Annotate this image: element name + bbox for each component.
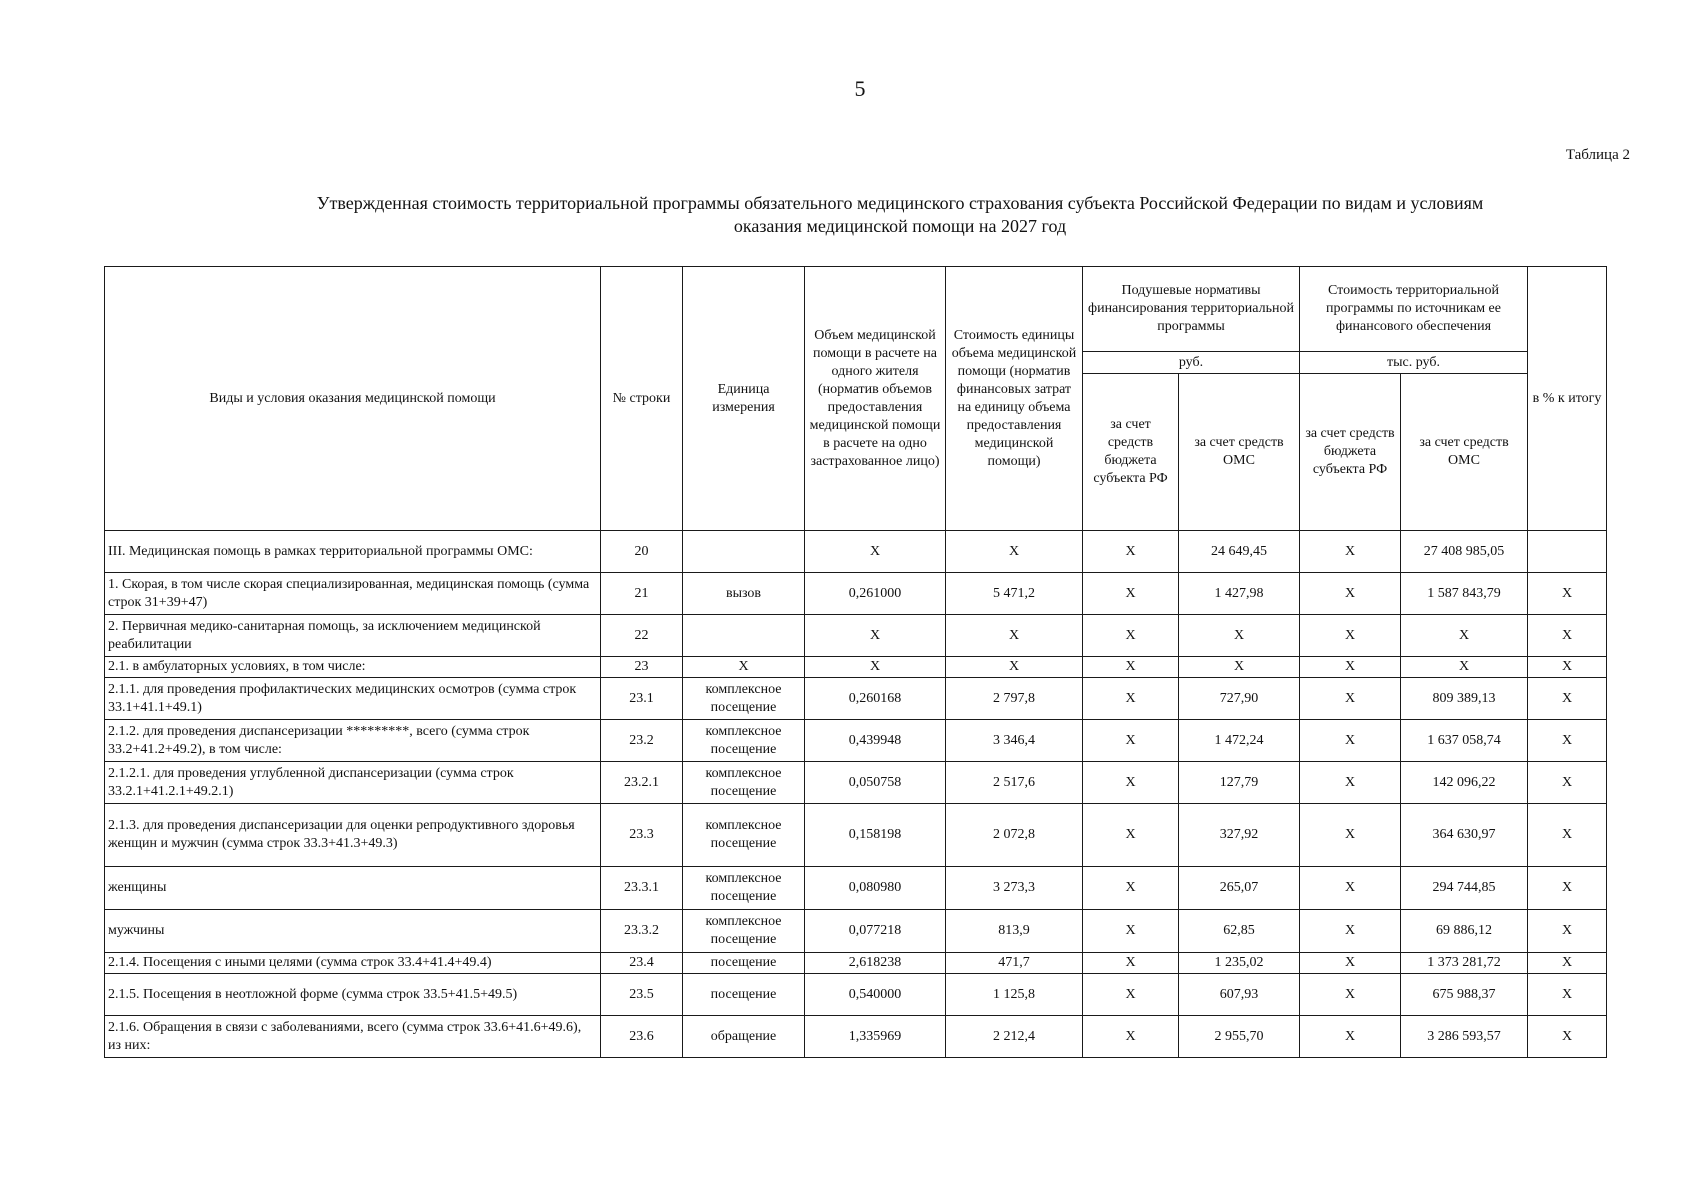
header-percent: в % к итогу <box>1528 267 1607 531</box>
header-cost: Стоимость единицы объема медицинской помощи (норматив финансовых затрат на единицу объема предоставления медицинской помощи) <box>946 267 1083 531</box>
row-cost: 2 072,8 <box>946 804 1083 867</box>
row-name: 2.1.3. для проведения диспансеризации для оценки репродуктивного здоровья женщин и мужчин (сумма строк 33.3+41.3+49.3) <box>105 804 601 867</box>
row-cost: 471,7 <box>946 953 1083 974</box>
row-per-capita-budget: X <box>1083 1016 1179 1058</box>
row-cost-budget: X <box>1300 678 1401 720</box>
row-percent: X <box>1528 1016 1607 1058</box>
table-row <box>105 573 1607 615</box>
table-body <box>105 531 1607 1058</box>
header-types: Виды и условия оказания медицинской помощи <box>105 267 601 531</box>
document-title <box>180 192 1620 238</box>
row-unit: комплексное посещение <box>683 720 805 762</box>
row-per-capita-budget: X <box>1083 804 1179 867</box>
row-unit: комплексное посещение <box>683 762 805 804</box>
title-line-2: оказания медицинской помощи на 2027 год <box>733 216 1067 236</box>
row-cost: 3 273,3 <box>946 867 1083 910</box>
table-row <box>105 1016 1607 1058</box>
row-per-capita-budget: X <box>1083 678 1179 720</box>
row-cost-budget: X <box>1300 1016 1401 1058</box>
table-row <box>105 657 1607 678</box>
header-oms-2: за счет средств ОМС <box>1401 374 1528 531</box>
row-per-capita-budget: X <box>1083 910 1179 953</box>
row-name: 2.1.1. для проведения профилактических медицинских осмотров (сумма строк 33.1+41.1+49.1) <box>105 678 601 720</box>
row-per-capita-oms: 62,85 <box>1179 910 1300 953</box>
row-percent: X <box>1528 615 1607 657</box>
row-cost-budget: X <box>1300 762 1401 804</box>
header-budget: за счет средств бюджета субъекта РФ <box>1083 374 1179 531</box>
row-cost-budget: X <box>1300 867 1401 910</box>
table-row <box>105 762 1607 804</box>
row-cost-oms: X <box>1401 615 1528 657</box>
row-cost: 2 797,8 <box>946 678 1083 720</box>
header-oms: за счет средств ОМС <box>1179 374 1300 531</box>
row-unit: посещение <box>683 974 805 1016</box>
row-cost: X <box>946 657 1083 678</box>
row-number: 23.3 <box>601 804 683 867</box>
row-number: 23.3.1 <box>601 867 683 910</box>
row-per-capita-oms: 607,93 <box>1179 974 1300 1016</box>
row-percent: X <box>1528 720 1607 762</box>
row-volume: X <box>805 615 946 657</box>
row-cost-oms: 3 286 593,57 <box>1401 1016 1528 1058</box>
row-per-capita-budget: X <box>1083 573 1179 615</box>
row-number: 21 <box>601 573 683 615</box>
row-name: 2.1. в амбулаторных условиях, в том числе: <box>105 657 601 678</box>
table-label: Таблица 2 <box>1565 147 1630 163</box>
row-per-capita-budget: X <box>1083 867 1179 910</box>
row-cost: 3 346,4 <box>946 720 1083 762</box>
row-unit: комплексное посещение <box>683 910 805 953</box>
row-per-capita-oms: 1 427,98 <box>1179 573 1300 615</box>
row-number: 20 <box>601 531 683 573</box>
row-volume: 0,261000 <box>805 573 946 615</box>
row-number: 23.2 <box>601 720 683 762</box>
row-number: 23.2.1 <box>601 762 683 804</box>
row-cost-budget: X <box>1300 531 1401 573</box>
row-per-capita-oms: 265,07 <box>1179 867 1300 910</box>
row-volume: 0,077218 <box>805 910 946 953</box>
row-cost-oms: 1 587 843,79 <box>1401 573 1528 615</box>
header-program-cost: Стоимость территориальной программы по источникам ее финансового обеспечения <box>1300 267 1528 352</box>
table-row <box>105 867 1607 910</box>
row-name: 1. Скорая, в том числе скорая специализированная, медицинская помощь (сумма строк 31+39+47) <box>105 573 601 615</box>
title-line-1: Утвержденная стоимость территориальной программы обязательного медицинского страхования субъекта Российской Федерации по видам и условиям <box>316 193 1484 213</box>
row-per-capita-budget: X <box>1083 953 1179 974</box>
row-unit: вызов <box>683 573 805 615</box>
row-number: 23.5 <box>601 974 683 1016</box>
table-row <box>105 720 1607 762</box>
row-volume: X <box>805 531 946 573</box>
row-volume: 0,050758 <box>805 762 946 804</box>
row-volume: 2,618238 <box>805 953 946 974</box>
row-name: 2.1.2. для проведения диспансеризации *********, всего (сумма строк 33.2+41.2+49.2), в том числе: <box>105 720 601 762</box>
row-name: 2.1.2.1. для проведения углубленной диспансеризации (сумма строк 33.2.1+41.2.1+49.2.1) <box>105 762 601 804</box>
row-cost-oms: 675 988,37 <box>1401 974 1528 1016</box>
row-per-capita-oms: 24 649,45 <box>1179 531 1300 573</box>
row-unit <box>683 615 805 657</box>
header-row-no: № строки <box>601 267 683 531</box>
row-cost: X <box>946 531 1083 573</box>
row-percent: X <box>1528 678 1607 720</box>
row-cost-budget: X <box>1300 657 1401 678</box>
row-per-capita-budget: X <box>1083 720 1179 762</box>
row-volume: 0,080980 <box>805 867 946 910</box>
row-percent: X <box>1528 974 1607 1016</box>
row-percent: X <box>1528 804 1607 867</box>
row-cost-oms: 1 637 058,74 <box>1401 720 1528 762</box>
table-row <box>105 678 1607 720</box>
row-per-capita-oms: 327,92 <box>1179 804 1300 867</box>
header-volume: Объем медицинской помощи в расчете на одного жителя (норматив объемов предоставления медицинской помощи в расчете на одно застрахованное лицо) <box>805 267 946 531</box>
row-cost: 1 125,8 <box>946 974 1083 1016</box>
row-name: 2. Первичная медико-санитарная помощь, за исключением медицинской реабилитации <box>105 615 601 657</box>
row-per-capita-oms: X <box>1179 615 1300 657</box>
header-per-capita: Подушевые нормативы финансирования территориальной программы <box>1083 267 1300 352</box>
row-per-capita-budget: X <box>1083 531 1179 573</box>
row-per-capita-oms: X <box>1179 657 1300 678</box>
row-cost: X <box>946 615 1083 657</box>
header-budget-2: за счет средств бюджета субъекта РФ <box>1300 374 1401 531</box>
row-cost: 2 517,6 <box>946 762 1083 804</box>
row-per-capita-budget: X <box>1083 974 1179 1016</box>
header-rub: руб. <box>1083 352 1300 374</box>
row-per-capita-oms: 727,90 <box>1179 678 1300 720</box>
page-number: 5 <box>854 76 866 101</box>
row-unit: X <box>683 657 805 678</box>
row-percent: X <box>1528 953 1607 974</box>
row-cost-oms: 27 408 985,05 <box>1401 531 1528 573</box>
row-percent: X <box>1528 657 1607 678</box>
row-unit <box>683 531 805 573</box>
row-cost-oms: X <box>1401 657 1528 678</box>
row-cost: 2 212,4 <box>946 1016 1083 1058</box>
row-cost-budget: X <box>1300 573 1401 615</box>
row-percent: X <box>1528 573 1607 615</box>
row-percent: X <box>1528 910 1607 953</box>
row-cost-oms: 364 630,97 <box>1401 804 1528 867</box>
table-row <box>105 910 1607 953</box>
row-number: 22 <box>601 615 683 657</box>
row-per-capita-oms: 1 235,02 <box>1179 953 1300 974</box>
row-cost-oms: 1 373 281,72 <box>1401 953 1528 974</box>
cost-table <box>104 266 1607 1058</box>
table-header <box>105 267 1607 531</box>
row-per-capita-oms: 2 955,70 <box>1179 1016 1300 1058</box>
row-name: мужчины <box>105 910 601 953</box>
row-name: 2.1.6. Обращения в связи с заболеваниями, всего (сумма строк 33.6+41.6+49.6), из них: <box>105 1016 601 1058</box>
table-row <box>105 615 1607 657</box>
row-cost: 5 471,2 <box>946 573 1083 615</box>
row-unit: комплексное посещение <box>683 804 805 867</box>
row-per-capita-budget: X <box>1083 762 1179 804</box>
row-name: III. Медицинская помощь в рамках территориальной программы ОМС: <box>105 531 601 573</box>
table-row <box>105 804 1607 867</box>
row-volume: 1,335969 <box>805 1016 946 1058</box>
row-per-capita-oms: 127,79 <box>1179 762 1300 804</box>
row-volume: 0,158198 <box>805 804 946 867</box>
row-cost-budget: X <box>1300 804 1401 867</box>
row-volume: 0,439948 <box>805 720 946 762</box>
row-cost-budget: X <box>1300 910 1401 953</box>
row-number: 23 <box>601 657 683 678</box>
row-cost-oms: 142 096,22 <box>1401 762 1528 804</box>
row-number: 23.6 <box>601 1016 683 1058</box>
row-unit: посещение <box>683 953 805 974</box>
row-name: 2.1.5. Посещения в неотложной форме (сумма строк 33.5+41.5+49.5) <box>105 974 601 1016</box>
row-number: 23.4 <box>601 953 683 974</box>
row-percent: X <box>1528 867 1607 910</box>
table-row <box>105 531 1607 573</box>
row-volume: 0,540000 <box>805 974 946 1016</box>
table-row <box>105 974 1607 1016</box>
row-percent: X <box>1528 762 1607 804</box>
row-cost-budget: X <box>1300 615 1401 657</box>
row-number: 23.3.2 <box>601 910 683 953</box>
row-volume: 0,260168 <box>805 678 946 720</box>
row-cost-budget: X <box>1300 953 1401 974</box>
row-percent <box>1528 531 1607 573</box>
row-per-capita-oms: 1 472,24 <box>1179 720 1300 762</box>
row-name: женщины <box>105 867 601 910</box>
row-per-capita-budget: X <box>1083 615 1179 657</box>
row-per-capita-budget: X <box>1083 657 1179 678</box>
row-cost-oms: 294 744,85 <box>1401 867 1528 910</box>
table-row <box>105 953 1607 974</box>
row-cost-oms: 809 389,13 <box>1401 678 1528 720</box>
row-cost: 813,9 <box>946 910 1083 953</box>
row-name: 2.1.4. Посещения с иными целями (сумма строк 33.4+41.4+49.4) <box>105 953 601 974</box>
row-number: 23.1 <box>601 678 683 720</box>
row-unit: комплексное посещение <box>683 678 805 720</box>
row-volume: X <box>805 657 946 678</box>
row-cost-budget: X <box>1300 974 1401 1016</box>
row-cost-oms: 69 886,12 <box>1401 910 1528 953</box>
row-cost-budget: X <box>1300 720 1401 762</box>
row-unit: обращение <box>683 1016 805 1058</box>
row-unit: комплексное посещение <box>683 867 805 910</box>
header-unit: Единица измерения <box>683 267 805 531</box>
header-thousand-rub: тыс. руб. <box>1300 352 1528 374</box>
